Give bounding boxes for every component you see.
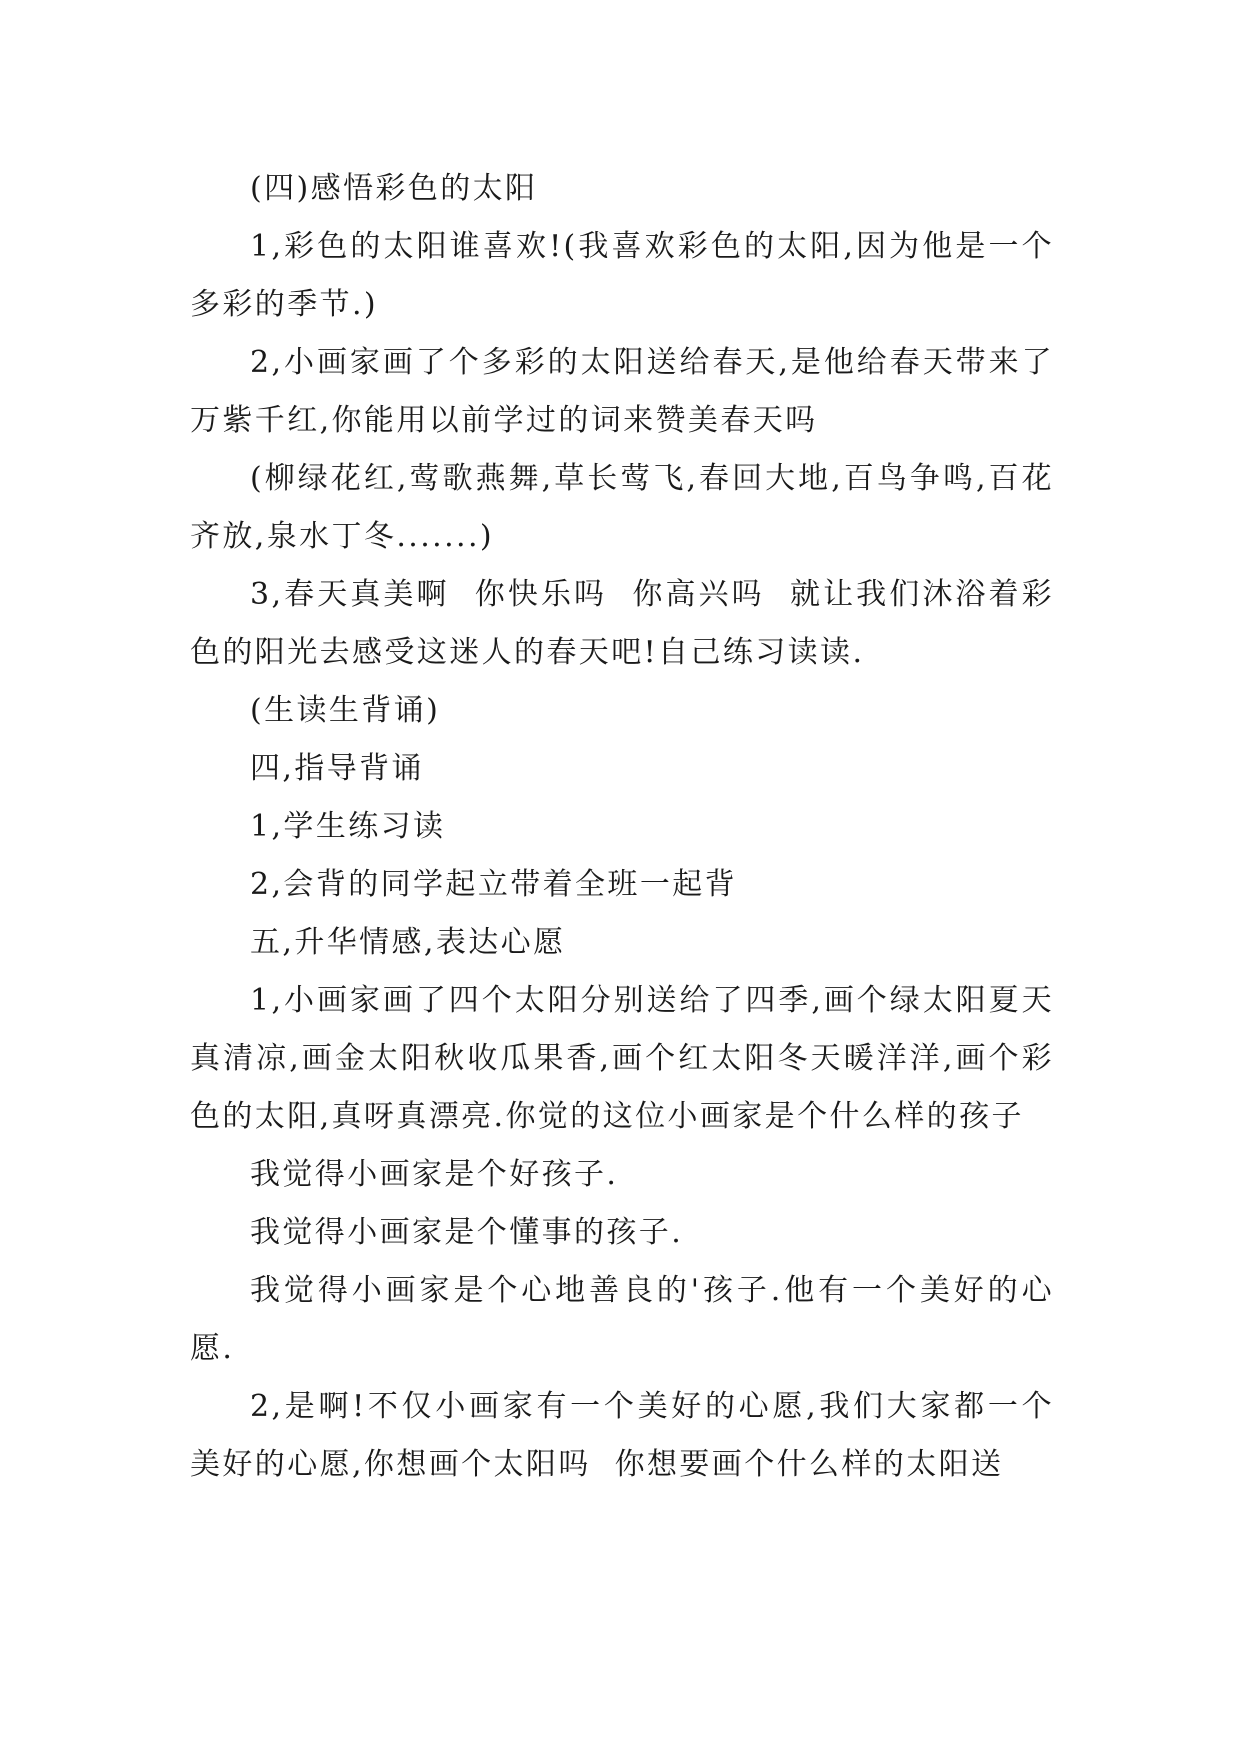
paragraph-section-heading: 四,指导背诵 [250, 751, 424, 786]
paragraph: 我觉得小画家是个好孩子. [250, 1157, 619, 1192]
paragraph-section-heading: 五,升华情感,表达心愿 [250, 925, 566, 960]
document-body [190, 160, 1054, 1494]
paragraph: (柳绿花红,莺歌燕舞,草长莺飞,春回大地,百鸟争鸣,百花齐放,泉水丁冬.......) [190, 461, 1054, 554]
paragraph: 2,是啊!不仅小画家有一个美好的心愿,我们大家都一个美好的心愿,你想画个太阳吗 你想要画个什么样的太阳送 [190, 1389, 1054, 1482]
paragraph: 2,小画家画了个多彩的太阳送给春天,是他给春天带来了万紫千红,你能用以前学过的词来赞美春天吗 [190, 345, 1054, 438]
paragraph: 我觉得小画家是个心地善良的'孩子.他有一个美好的心愿. [190, 1273, 1054, 1366]
paragraph: (生读生背诵) [250, 693, 441, 728]
paragraph: 2,会背的同学起立带着全班一起背 [250, 867, 738, 902]
paragraph: 1,小画家画了四个太阳分别送给了四季,画个绿太阳夏天真清凉,画金太阳秋收瓜果香,画个红太阳冬天暖洋洋,画个彩色的太阳,真呀真漂亮.你觉的这位小画家是个什么样的孩子 [190, 983, 1054, 1134]
paragraph-section-heading: (四)感悟彩色的太阳 [250, 171, 538, 206]
paragraph: 我觉得小画家是个懂事的孩子. [250, 1215, 684, 1250]
paragraph: 1,学生练习读 [250, 809, 446, 844]
paragraph: 3,春天真美啊 你快乐吗 你高兴吗 就让我们沐浴着彩色的阳光去感受这迷人的春天吧!自己练习读读. [190, 577, 1054, 670]
paragraph: 1,彩色的太阳谁喜欢!(我喜欢彩色的太阳,因为他是一个多彩的季节.) [190, 229, 1054, 322]
